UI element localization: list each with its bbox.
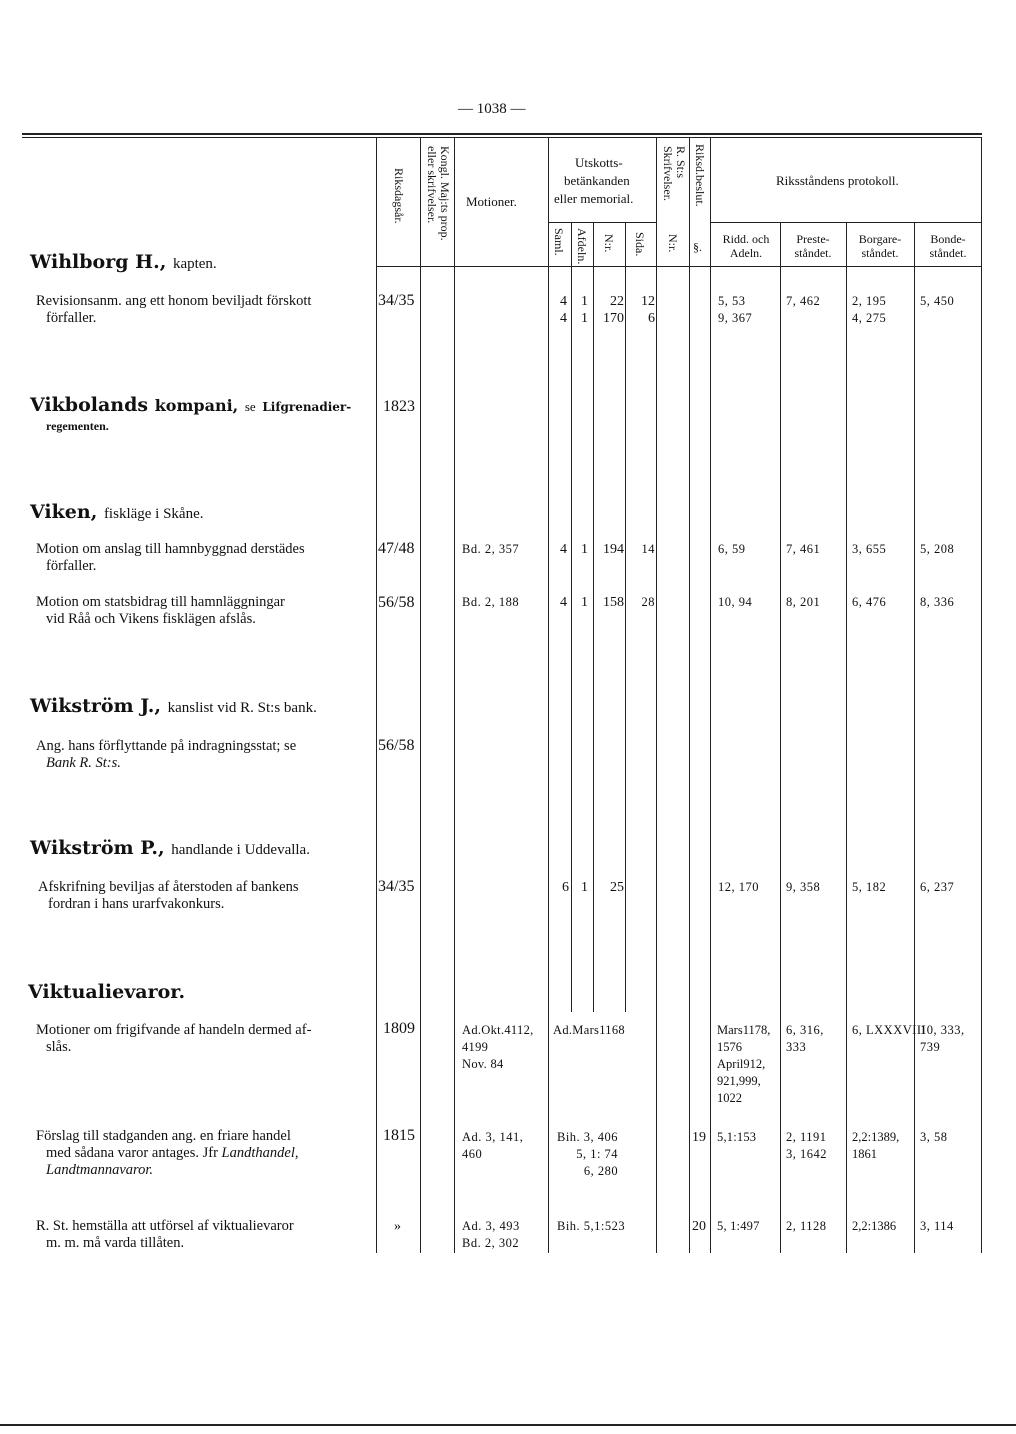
header-kongl: Kongl. Maj:ts prop. eller skrifvelser. bbox=[425, 146, 452, 241]
header-motioner: Motioner. bbox=[466, 194, 517, 209]
header-preste: Preste-ståndet. bbox=[794, 232, 832, 260]
saml: 6 bbox=[562, 880, 569, 895]
utskott-ref: Bih. 3, 406 5, 1: 74 6, 280 bbox=[557, 1130, 619, 1178]
entry-description: Motioner om frigifvande af handeln dermed af- slås. bbox=[36, 1022, 312, 1055]
entry-title: Vikbolands kompani, se Lifgrenadier- bbox=[30, 394, 352, 416]
utskott-ref: Ad.Mars1168 bbox=[553, 1023, 625, 1037]
borgare: 6, LXXXVIII bbox=[852, 1023, 927, 1037]
bonde: 3, 58 bbox=[920, 1130, 948, 1144]
col-line bbox=[376, 138, 377, 1253]
sida: 14 bbox=[641, 542, 655, 556]
nr: 158 bbox=[603, 595, 624, 610]
ridd-adeln: 6, 59 bbox=[718, 542, 746, 556]
header-utskotts: Utskotts- bbox=[575, 155, 623, 170]
borgare: 2,2:1389, 1861 bbox=[852, 1130, 900, 1161]
bonde: 8, 336 bbox=[920, 595, 955, 609]
header-saml: Saml. bbox=[552, 228, 566, 256]
riksdagsar: 34/35 bbox=[378, 292, 415, 309]
motioner: Ad.Okt.4112, 4199 Nov. 84 bbox=[462, 1023, 534, 1071]
utskott-subrule bbox=[548, 222, 656, 223]
riksdagsar: » bbox=[394, 1219, 401, 1234]
col-line bbox=[571, 222, 572, 1012]
bonde: 3, 114 bbox=[920, 1219, 954, 1233]
entry-description: Motion om anslag till hamnbyggnad derstädes förfaller. bbox=[36, 541, 305, 574]
afdeln: 1 bbox=[581, 595, 588, 610]
entry-description: Revisionsanm. ang ett honom beviljadt förskott förfaller. bbox=[36, 293, 312, 326]
header-sida: Sida. bbox=[633, 232, 647, 257]
riksd-beslut-nr: 20 bbox=[692, 1219, 706, 1234]
col-line bbox=[625, 222, 626, 1012]
ridd-adeln: 10, 94 bbox=[718, 595, 753, 609]
afdeln: 1 1 bbox=[581, 294, 588, 326]
col-line bbox=[981, 138, 982, 1253]
bottom-rule bbox=[0, 1424, 1016, 1426]
nr: 22 170 bbox=[603, 294, 624, 326]
header-protokoll: Riksståndens protokoll. bbox=[776, 173, 899, 188]
borgare: 5, 182 bbox=[852, 880, 887, 894]
entry-title: Wikström P., handlande i Uddevalla. bbox=[30, 837, 310, 859]
page-number: — 1038 — bbox=[458, 101, 526, 117]
header-ridd: Ridd. och Adeln. bbox=[722, 232, 770, 260]
header-bottom-rule bbox=[376, 266, 982, 267]
riksdagsar: 1809 bbox=[383, 1020, 415, 1037]
afdeln: 1 bbox=[581, 542, 588, 557]
entry-title: Wihlborg H., kapten. bbox=[30, 251, 217, 273]
riksdagsar: 47/48 bbox=[378, 540, 415, 557]
header-afdeln: Afdeln. bbox=[575, 228, 589, 265]
riksdagsar: 56/58 bbox=[378, 737, 415, 754]
nr: 25 bbox=[610, 880, 624, 895]
entry-ref: regementen. bbox=[46, 419, 109, 433]
bonde: 10, 333, 739 bbox=[920, 1023, 965, 1054]
col-line bbox=[914, 222, 915, 1253]
riksdagsar: 56/58 bbox=[378, 594, 415, 611]
bonde: 5, 450 bbox=[920, 294, 955, 308]
riksdagsar: 1823 bbox=[383, 398, 415, 415]
borgare: 2,2:1386 bbox=[852, 1219, 897, 1233]
top-rule bbox=[22, 133, 982, 135]
afdeln: 1 bbox=[581, 880, 588, 895]
motioner: Ad. 3, 141, 460 bbox=[462, 1130, 524, 1161]
ridd-adeln: 5, 1:497 bbox=[717, 1219, 760, 1233]
entry-description: R. St. hemställa att utförsel af viktualievaror m. m. må varda tillåten. bbox=[36, 1218, 294, 1251]
nr: 194 bbox=[603, 542, 624, 557]
preste: 7, 461 bbox=[786, 542, 821, 556]
header-riksdagsar: Riksdagsår. bbox=[392, 168, 406, 224]
col-line bbox=[780, 222, 781, 1253]
entry-description: Ang. hans förflyttande på indragningsstat; se Bank R. St:s. bbox=[36, 738, 297, 771]
entry-description: Motion om statsbidrag till hamnläggningar vid Råå och Vikens fisklägen afslås. bbox=[36, 594, 285, 627]
preste: 2, 1191 3, 1642 bbox=[786, 1130, 827, 1161]
header-paragraph: §. bbox=[693, 240, 702, 254]
header-riksd-beslut: Riksd.beslut. bbox=[693, 144, 707, 207]
header-borgare: Borgare-ståndet. bbox=[858, 232, 902, 260]
utskott-ref: Bih. 5,1:523 bbox=[557, 1219, 626, 1233]
bonde: 6, 237 bbox=[920, 880, 955, 894]
motioner: Bd. 2, 188 bbox=[462, 595, 520, 609]
entry-title: Viken, fiskläge i Skåne. bbox=[30, 501, 204, 523]
motioner: Bd. 2, 357 bbox=[462, 542, 520, 556]
header-rst-nr: N:r. bbox=[666, 234, 680, 253]
header-betankanden: betänkanden bbox=[564, 173, 630, 188]
saml: 4 4 bbox=[560, 294, 567, 326]
sida: 28 bbox=[641, 595, 655, 609]
entry-title: Wikström J., kanslist vid R. St:s bank. bbox=[30, 695, 317, 717]
sida: 12 6 bbox=[641, 294, 655, 326]
borgare: 3, 655 bbox=[852, 542, 887, 556]
entry-title: Viktualievaror. bbox=[28, 981, 186, 1003]
col-line bbox=[548, 138, 549, 1253]
col-line bbox=[593, 222, 594, 1012]
preste: 8, 201 bbox=[786, 595, 821, 609]
ridd-adeln: Mars1178, 1576 April912, 921,999, 1022 bbox=[717, 1023, 771, 1105]
preste: 7, 462 bbox=[786, 294, 821, 308]
ridd-adeln: 12, 170 bbox=[718, 880, 759, 894]
col-line bbox=[454, 138, 455, 1253]
header-eller-memorial: eller memorial. bbox=[554, 191, 634, 206]
ridd-adeln: 5, 53 9, 367 bbox=[718, 294, 753, 325]
preste: 2, 1128 bbox=[786, 1219, 827, 1233]
top-rule-thin bbox=[22, 137, 982, 138]
preste: 6, 316, 333 bbox=[786, 1023, 824, 1054]
col-line bbox=[846, 222, 847, 1253]
borgare: 2, 195 4, 275 bbox=[852, 294, 887, 325]
col-line bbox=[420, 138, 421, 1253]
col-line bbox=[710, 138, 711, 1253]
saml: 4 bbox=[560, 595, 567, 610]
col-line bbox=[656, 138, 657, 1253]
entry-description: Afskrifning beviljas af återstoden af bankens fordran i hans urarfvakonkurs. bbox=[38, 879, 299, 912]
borgare: 6, 476 bbox=[852, 595, 887, 609]
col-line bbox=[689, 138, 690, 1253]
bonde: 5, 208 bbox=[920, 542, 955, 556]
header-nr: N:r. bbox=[602, 234, 616, 253]
entry-description: Förslag till stadganden ang. en friare handel med sådana varor antages. Jfr Landthandel, Landtmannavaror. bbox=[36, 1128, 299, 1178]
saml: 4 bbox=[560, 542, 567, 557]
preste: 9, 358 bbox=[786, 880, 821, 894]
riksdagsar: 1815 bbox=[383, 1127, 415, 1144]
ridd-adeln: 5,1:153 bbox=[717, 1130, 757, 1144]
riksdagsar: 34/35 bbox=[378, 878, 415, 895]
riksd-beslut-nr: 19 bbox=[692, 1130, 706, 1145]
motioner: Ad. 3, 493 Bd. 2, 302 bbox=[462, 1219, 520, 1250]
header-bonde: Bonde-ståndet. bbox=[929, 232, 967, 260]
header-rst-skrifvelser: R. St:s Skrifvelser. bbox=[661, 146, 688, 201]
